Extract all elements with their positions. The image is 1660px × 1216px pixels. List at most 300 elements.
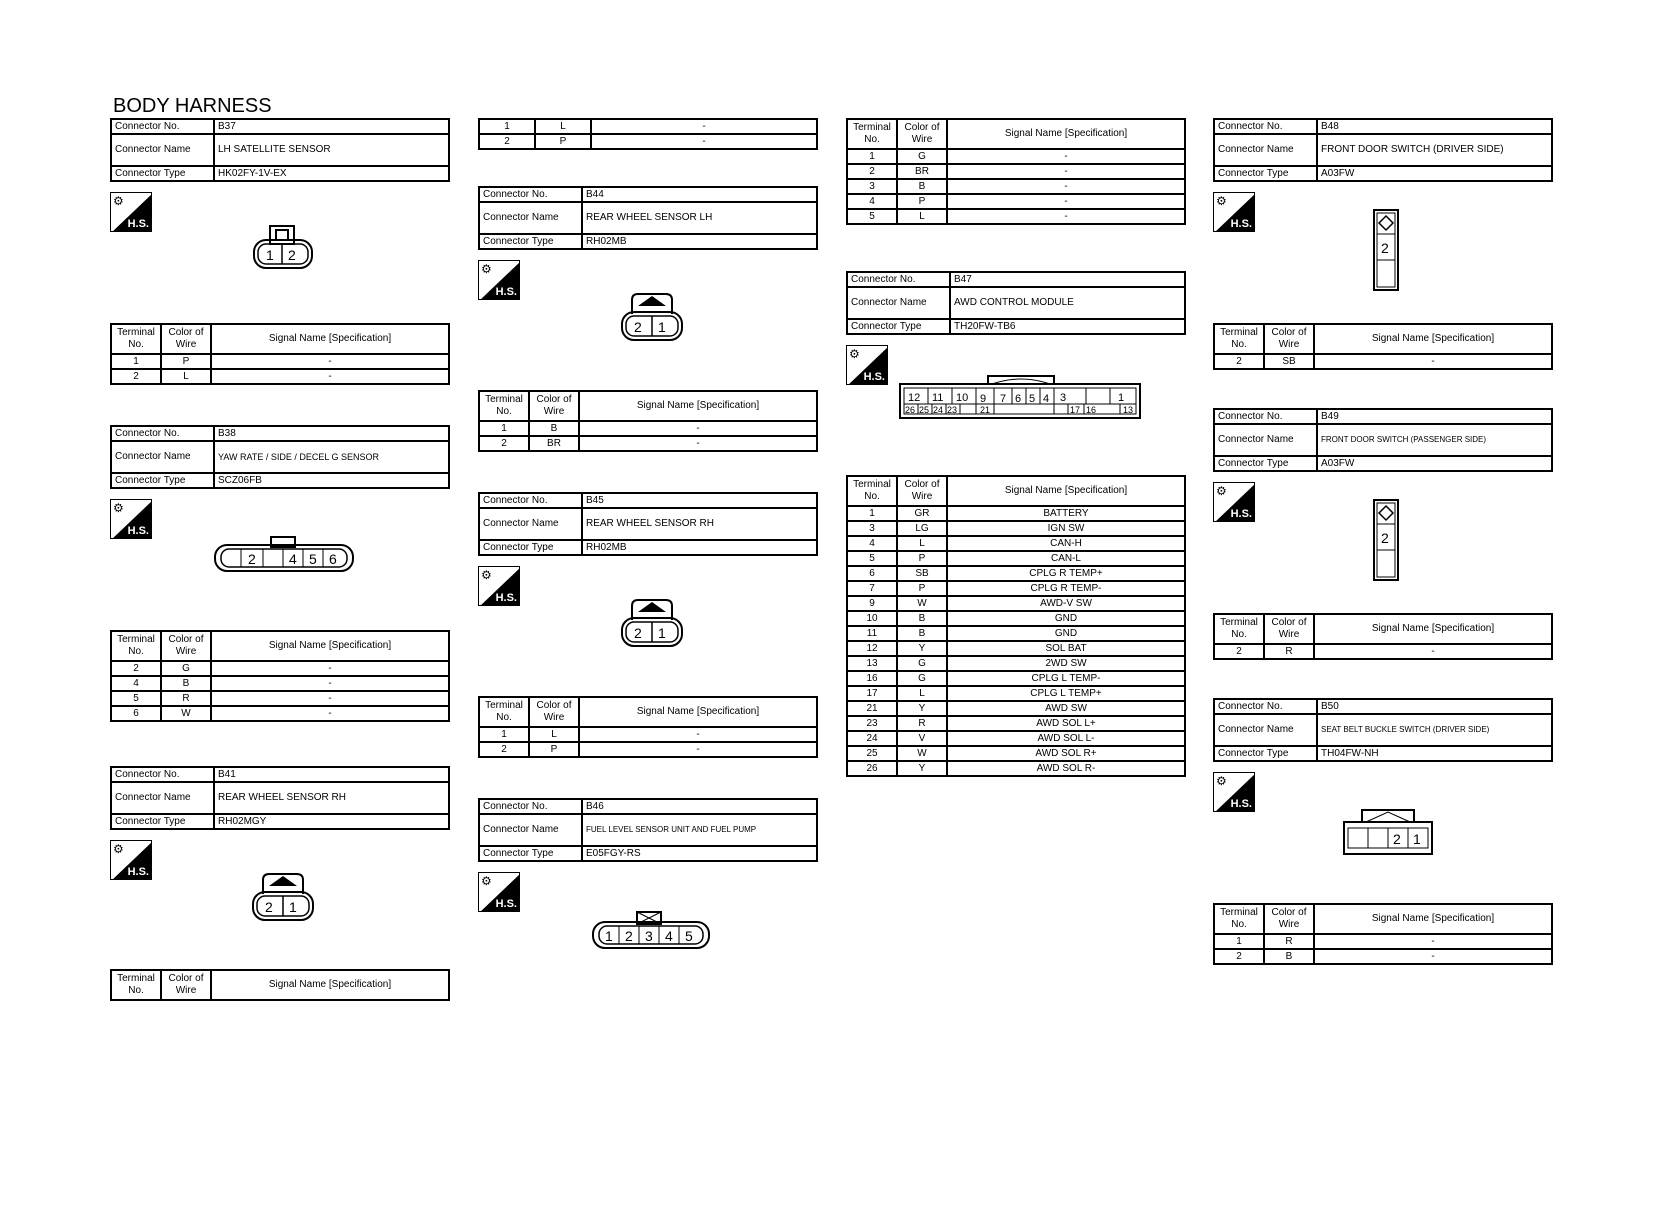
- table-row: [847, 551, 1185, 566]
- table-cell: B: [897, 626, 947, 641]
- terminal-table-b41: [110, 969, 450, 1001]
- column-header: Color of Wire: [529, 391, 579, 421]
- label-connector-no: Connector No.: [111, 119, 214, 134]
- table-cell: B48: [1317, 119, 1552, 134]
- table-cell: Connector Name: [479, 202, 582, 234]
- pin-label: 11: [932, 392, 944, 404]
- table-cell: 1: [479, 119, 535, 134]
- terminal-table-b49: [1213, 613, 1553, 660]
- pin-label: 13: [1123, 405, 1134, 415]
- table-cell: -: [947, 164, 1185, 179]
- table-cell: -: [1314, 949, 1552, 964]
- table-cell: L: [535, 119, 591, 134]
- table-cell: Connector Name: [111, 782, 214, 814]
- table-cell: -: [947, 209, 1185, 224]
- column-header: Color of Wire: [161, 631, 211, 661]
- table-cell: Connector Type: [847, 319, 950, 334]
- table-row: [847, 731, 1185, 746]
- table-cell: E05FGY-RS: [582, 846, 817, 861]
- table-cell: Connector Type: [1214, 166, 1317, 181]
- table-row: [847, 656, 1185, 671]
- column-header: Terminal No.: [1214, 614, 1264, 644]
- table-cell: P: [897, 194, 947, 209]
- table-cell: 6: [111, 706, 161, 721]
- column-header: Terminal No.: [847, 476, 897, 506]
- table-cell: AWD SOL R-: [947, 761, 1185, 776]
- table-cell: Connector No.: [847, 272, 950, 287]
- column-header: Color of Wire: [161, 970, 211, 1000]
- table-cell: G: [161, 661, 211, 676]
- table-cell: 13: [847, 656, 897, 671]
- column-header: Terminal No.: [111, 631, 161, 661]
- column-header: Color of Wire: [897, 119, 947, 149]
- table-cell: B46: [582, 799, 817, 814]
- table-cell: -: [1314, 354, 1552, 369]
- table-cell: 5: [847, 551, 897, 566]
- table-cell: R: [1264, 934, 1314, 949]
- table-row: [479, 421, 817, 436]
- table-cell: 2: [847, 164, 897, 179]
- connector-face-b37: [252, 224, 316, 274]
- harness-side-icon: ⚙ H.S.: [110, 192, 152, 232]
- connector-face-b41: [251, 872, 317, 924]
- pin-label: 6: [329, 551, 337, 567]
- column-header: Color of Wire: [161, 324, 211, 354]
- table-row: [111, 691, 449, 706]
- column-header: Signal Name [Specification]: [947, 119, 1185, 149]
- pin-label: 1: [658, 625, 666, 641]
- terminal-table-b47: [846, 475, 1186, 777]
- table-cell: L: [161, 369, 211, 384]
- column-header: Signal Name [Specification]: [211, 631, 449, 661]
- page-title: BODY HARNESS: [113, 95, 272, 117]
- table-cell: Connector No.: [1214, 409, 1317, 424]
- table-row: [111, 676, 449, 691]
- column-header: Terminal No.: [1214, 324, 1264, 354]
- connector-face-b46: [591, 910, 713, 950]
- table-cell: -: [591, 119, 817, 134]
- table-cell: Connector No.: [111, 426, 214, 441]
- table-cell: G: [897, 149, 947, 164]
- table-row: [111, 369, 449, 384]
- table-row: [847, 641, 1185, 656]
- table-cell: Connector No.: [479, 799, 582, 814]
- table-cell: CPLG L TEMP-: [947, 671, 1185, 686]
- table-cell: -: [211, 369, 449, 384]
- table-cell: -: [211, 354, 449, 369]
- table-cell: A03FW: [1317, 456, 1552, 471]
- table-cell: AWD SOL L-: [947, 731, 1185, 746]
- table-cell: -: [579, 727, 817, 742]
- pin-label: 1: [266, 247, 274, 263]
- column-header: Terminal No.: [111, 970, 161, 1000]
- table-row: [847, 581, 1185, 596]
- table-cell: P: [535, 134, 591, 149]
- table-row: [1214, 949, 1552, 964]
- table-cell: -: [1314, 934, 1552, 949]
- pin-label: 16: [1086, 405, 1097, 415]
- table-cell: P: [161, 354, 211, 369]
- harness-side-icon: ⚙ H.S.: [1213, 192, 1255, 232]
- pin-label: 3: [1060, 392, 1067, 404]
- column-header: Color of Wire: [1264, 614, 1314, 644]
- pin-label: 2: [634, 625, 642, 641]
- table-row: [111, 354, 449, 369]
- label-connector-name: Connector Name: [111, 134, 214, 166]
- table-cell: -: [211, 706, 449, 721]
- connector-face-b47: [898, 374, 1142, 422]
- table-cell: L: [529, 727, 579, 742]
- table-cell: BR: [529, 436, 579, 451]
- table-cell: FRONT DOOR SWITCH (PASSENGER SIDE): [1317, 424, 1552, 456]
- connector-info-b50: [1213, 698, 1553, 762]
- column-header: Terminal No.: [111, 324, 161, 354]
- table-cell: 16: [847, 671, 897, 686]
- table-cell: -: [947, 194, 1185, 209]
- pin-label: 2: [1381, 530, 1389, 546]
- table-row: [847, 536, 1185, 551]
- table-cell: YAW RATE / SIDE / DECEL G SENSOR: [214, 441, 449, 473]
- table-cell: 3: [847, 521, 897, 536]
- table-cell: 7: [847, 581, 897, 596]
- column-header: Signal Name [Specification]: [1314, 614, 1552, 644]
- table-cell: Connector No.: [1214, 119, 1317, 134]
- table-row: [479, 119, 817, 134]
- table-cell: B38: [214, 426, 449, 441]
- harness-side-icon: ⚙ H.S.: [110, 499, 152, 539]
- connector-info-b45: [478, 492, 818, 556]
- harness-side-icon: ⚙ H.S.: [110, 840, 152, 880]
- pin-label: 1: [1413, 831, 1421, 847]
- table-cell: 2: [1214, 354, 1264, 369]
- table-cell: -: [579, 742, 817, 757]
- table-cell: RH02MB: [582, 234, 817, 249]
- table-cell: SCZ06FB: [214, 473, 449, 488]
- column-header: Signal Name [Specification]: [947, 476, 1185, 506]
- table-cell: -: [947, 179, 1185, 194]
- pin-label: 5: [1029, 393, 1036, 405]
- table-row: [847, 626, 1185, 641]
- table-row: [847, 611, 1185, 626]
- table-cell: A03FW: [1317, 166, 1552, 181]
- table-row: [847, 746, 1185, 761]
- table-row: [111, 706, 449, 721]
- table-cell: REAR WHEEL SENSOR RH: [582, 508, 817, 540]
- table-row: [1214, 354, 1552, 369]
- terminal-table-b45: [478, 696, 818, 758]
- connector-face-b50: [1342, 808, 1434, 856]
- table-cell: 2: [1214, 949, 1264, 964]
- table-cell: Connector Name: [479, 508, 582, 540]
- table-cell: Y: [897, 701, 947, 716]
- table-cell: SB: [897, 566, 947, 581]
- table-row: [847, 701, 1185, 716]
- table-cell: TH20FW-TB6: [950, 319, 1185, 334]
- table-cell: 4: [111, 676, 161, 691]
- column-header: Signal Name [Specification]: [211, 970, 449, 1000]
- harness-side-icon: ⚙ H.S.: [846, 345, 888, 385]
- pin-label: 1: [289, 899, 297, 915]
- pin-label: 10: [956, 392, 969, 404]
- table-row: [847, 686, 1185, 701]
- table-cell: SOL BAT: [947, 641, 1185, 656]
- table-cell: FRONT DOOR SWITCH (DRIVER SIDE): [1317, 134, 1552, 166]
- table-row: [847, 179, 1185, 194]
- table-cell: FUEL LEVEL SENSOR UNIT AND FUEL PUMP: [582, 814, 817, 846]
- table-row: [847, 149, 1185, 164]
- table-cell: -: [1314, 644, 1552, 659]
- table-cell: CPLG L TEMP+: [947, 686, 1185, 701]
- pin-label: 1: [658, 319, 666, 335]
- column-header: Signal Name [Specification]: [211, 324, 449, 354]
- table-row: [847, 566, 1185, 581]
- column-header: Terminal No.: [847, 119, 897, 149]
- connector-face-b49: [1372, 498, 1400, 582]
- pin-label: 23: [947, 405, 958, 415]
- connector-face-b38: [213, 535, 355, 575]
- table-cell: BR: [897, 164, 947, 179]
- table-cell: 2: [111, 369, 161, 384]
- table-cell: 3: [847, 179, 897, 194]
- table-row: [1214, 934, 1552, 949]
- harness-side-icon: ⚙ H.S.: [478, 872, 520, 912]
- table-row: [847, 716, 1185, 731]
- terminal-table-b37: [110, 323, 450, 385]
- table-cell: B45: [582, 493, 817, 508]
- table-cell: P: [897, 581, 947, 596]
- table-cell: 1: [847, 506, 897, 521]
- table-cell: -: [591, 134, 817, 149]
- pin-label: 2: [265, 899, 273, 915]
- connector-info-b48: [1213, 118, 1553, 182]
- table-cell: R: [161, 691, 211, 706]
- table-row: [111, 661, 449, 676]
- table-cell: GR: [897, 506, 947, 521]
- pin-label: 9: [980, 393, 987, 405]
- table-cell: AWD-V SW: [947, 596, 1185, 611]
- table-row: [847, 194, 1185, 209]
- table-cell: Y: [897, 761, 947, 776]
- table-cell: CAN-L: [947, 551, 1185, 566]
- terminal-table-b41-cont: [478, 118, 818, 150]
- table-cell: 10: [847, 611, 897, 626]
- table-cell: B49: [1317, 409, 1552, 424]
- table-cell: AWD SOL L+: [947, 716, 1185, 731]
- table-cell: 1: [1214, 934, 1264, 949]
- connector-no: B37: [214, 119, 449, 134]
- table-cell: RH02MGY: [214, 814, 449, 829]
- table-cell: 5: [847, 209, 897, 224]
- pin-label: 12: [908, 392, 921, 404]
- table-cell: R: [897, 716, 947, 731]
- table-cell: CPLG R TEMP-: [947, 581, 1185, 596]
- table-cell: Connector Type: [479, 846, 582, 861]
- column-header: Color of Wire: [897, 476, 947, 506]
- table-cell: Connector Type: [1214, 746, 1317, 761]
- table-row: [847, 164, 1185, 179]
- table-cell: 4: [847, 194, 897, 209]
- table-cell: Connector Name: [111, 441, 214, 473]
- table-cell: GND: [947, 626, 1185, 641]
- table-row: [479, 436, 817, 451]
- table-cell: -: [579, 421, 817, 436]
- table-row: [847, 671, 1185, 686]
- table-cell: B: [1264, 949, 1314, 964]
- pin-label: 21: [980, 405, 991, 415]
- pin-label: 2: [288, 247, 296, 263]
- pin-label: 4: [665, 928, 673, 944]
- connector-face-b48: [1372, 208, 1400, 292]
- pin-label: 7: [1000, 393, 1007, 405]
- pin-label: 5: [685, 928, 693, 944]
- pin-label: 26: [905, 405, 916, 415]
- pin-label: 3: [645, 928, 653, 944]
- table-cell: 12: [847, 641, 897, 656]
- table-cell: Connector No.: [479, 493, 582, 508]
- column-header: Signal Name [Specification]: [1314, 904, 1552, 934]
- table-cell: TH04FW-NH: [1317, 746, 1552, 761]
- table-cell: B: [161, 676, 211, 691]
- pin-label: 2: [625, 928, 633, 944]
- table-cell: SEAT BELT BUCKLE SWITCH (DRIVER SIDE): [1317, 714, 1552, 746]
- table-cell: Connector Type: [1214, 456, 1317, 471]
- table-cell: Connector Name: [1214, 424, 1317, 456]
- pin-label: 1: [605, 928, 613, 944]
- column-header: Color of Wire: [529, 697, 579, 727]
- table-cell: 2WD SW: [947, 656, 1185, 671]
- table-cell: 23: [847, 716, 897, 731]
- table-cell: LG: [897, 521, 947, 536]
- column-header: Color of Wire: [1264, 324, 1314, 354]
- table-cell: 2: [479, 436, 529, 451]
- connector-info-b37: [110, 118, 450, 182]
- table-cell: 26: [847, 761, 897, 776]
- table-cell: AWD CONTROL MODULE: [950, 287, 1185, 319]
- connector-info-b41: [110, 766, 450, 830]
- column-header: Signal Name [Specification]: [1314, 324, 1552, 354]
- connector-info-b49: [1213, 408, 1553, 472]
- table-cell: 1: [847, 149, 897, 164]
- label-connector-type: Connector Type: [111, 166, 214, 181]
- table-cell: 2: [1214, 644, 1264, 659]
- table-cell: B50: [1317, 699, 1552, 714]
- table-cell: -: [211, 661, 449, 676]
- table-cell: GND: [947, 611, 1185, 626]
- pin-label: 5: [309, 551, 317, 567]
- table-row: [479, 727, 817, 742]
- table-cell: 4: [847, 536, 897, 551]
- column-header: Terminal No.: [479, 391, 529, 421]
- table-cell: R: [1264, 644, 1314, 659]
- terminal-table-b38: [110, 630, 450, 722]
- table-cell: Connector Name: [1214, 134, 1317, 166]
- table-row: [1214, 644, 1552, 659]
- column-header: Signal Name [Specification]: [579, 697, 817, 727]
- table-cell: B: [897, 611, 947, 626]
- table-cell: Connector Type: [479, 540, 582, 555]
- table-cell: Connector Type: [111, 814, 214, 829]
- column-header: Signal Name [Specification]: [579, 391, 817, 421]
- pin-label: 2: [634, 319, 642, 335]
- pin-label: 1: [1118, 392, 1125, 404]
- table-row: [479, 134, 817, 149]
- pin-label: 6: [1015, 393, 1022, 405]
- table-cell: 2: [479, 742, 529, 757]
- connector-info-b46: [478, 798, 818, 862]
- table-cell: B: [897, 179, 947, 194]
- terminal-table-b44: [478, 390, 818, 452]
- table-cell: Y: [897, 641, 947, 656]
- table-cell: 21: [847, 701, 897, 716]
- table-cell: L: [897, 686, 947, 701]
- pin-label: 2: [248, 551, 256, 567]
- table-cell: 5: [111, 691, 161, 706]
- connector-type: HK02FY-1V-EX: [214, 166, 449, 181]
- table-cell: 1: [479, 421, 529, 436]
- table-cell: Connector Name: [847, 287, 950, 319]
- connector-name: LH SATELLITE SENSOR: [214, 134, 449, 166]
- table-cell: W: [161, 706, 211, 721]
- table-cell: B44: [582, 187, 817, 202]
- table-cell: 6: [847, 566, 897, 581]
- table-cell: B41: [214, 767, 449, 782]
- table-cell: B47: [950, 272, 1185, 287]
- terminal-table-b48: [1213, 323, 1553, 370]
- table-row: [847, 521, 1185, 536]
- table-cell: W: [897, 746, 947, 761]
- harness-side-icon: ⚙ H.S.: [1213, 482, 1255, 522]
- pin-label: 2: [1381, 240, 1389, 256]
- table-cell: L: [897, 536, 947, 551]
- table-cell: 9: [847, 596, 897, 611]
- table-cell: G: [897, 656, 947, 671]
- pin-label: 2: [1393, 831, 1401, 847]
- table-cell: V: [897, 731, 947, 746]
- table-cell: -: [211, 676, 449, 691]
- table-cell: W: [897, 596, 947, 611]
- table-cell: Connector No.: [1214, 699, 1317, 714]
- terminal-table-b46: [846, 118, 1186, 225]
- table-row: [847, 761, 1185, 776]
- table-cell: 2: [479, 134, 535, 149]
- harness-side-icon: ⚙ H.S.: [478, 566, 520, 606]
- pin-label: 4: [1043, 393, 1050, 405]
- table-cell: Connector Type: [111, 473, 214, 488]
- table-cell: SB: [1264, 354, 1314, 369]
- table-cell: AWD SOL R+: [947, 746, 1185, 761]
- table-cell: RH02MB: [582, 540, 817, 555]
- table-cell: AWD SW: [947, 701, 1185, 716]
- table-cell: P: [529, 742, 579, 757]
- pin-label: 4: [289, 551, 297, 567]
- connector-face-b45: [620, 598, 686, 650]
- column-header: Color of Wire: [1264, 904, 1314, 934]
- table-row: [847, 209, 1185, 224]
- table-cell: -: [947, 149, 1185, 164]
- connector-face-b44: [620, 292, 686, 344]
- terminal-table-b50: [1213, 903, 1553, 965]
- pin-label: 24: [933, 405, 944, 415]
- table-cell: -: [211, 691, 449, 706]
- table-cell: P: [897, 551, 947, 566]
- table-cell: 24: [847, 731, 897, 746]
- table-cell: B: [529, 421, 579, 436]
- table-cell: G: [897, 671, 947, 686]
- table-row: [479, 742, 817, 757]
- table-cell: CPLG R TEMP+: [947, 566, 1185, 581]
- table-cell: REAR WHEEL SENSOR RH: [214, 782, 449, 814]
- table-cell: Connector No.: [479, 187, 582, 202]
